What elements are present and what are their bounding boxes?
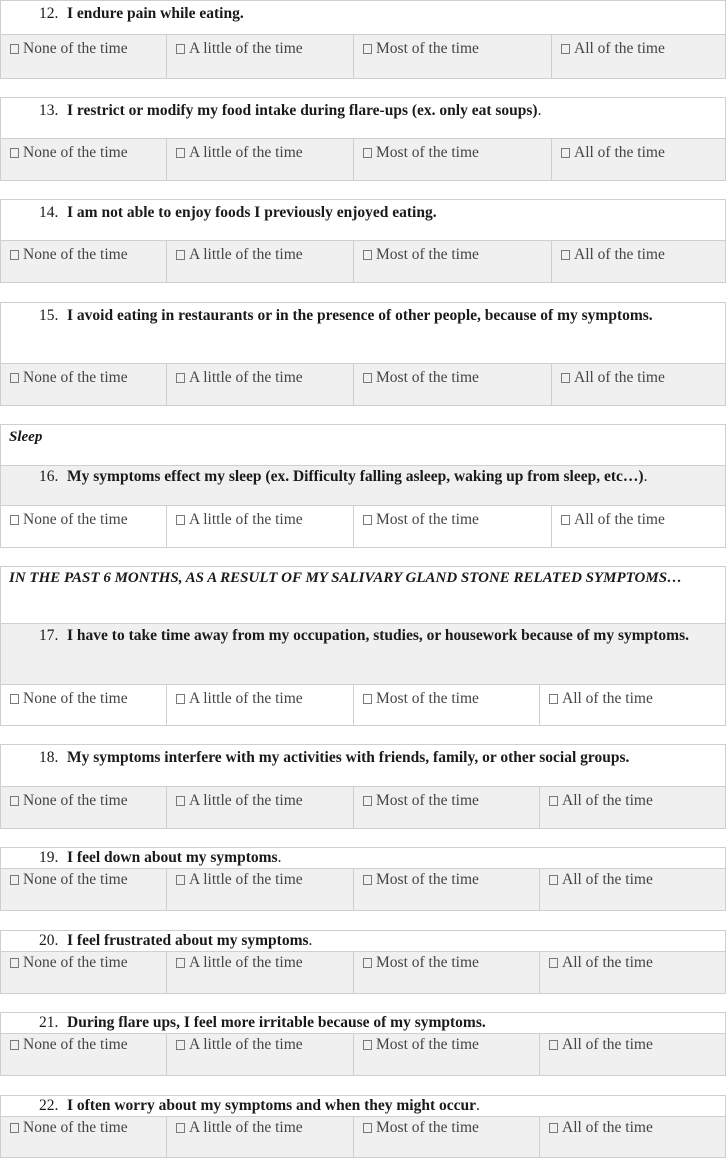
question-21 bbox=[1, 1014, 725, 1032]
checkbox-icon[interactable] bbox=[10, 796, 19, 806]
option-most-of-the-time[interactable]: Most of the time bbox=[353, 952, 539, 993]
question-block-15 bbox=[0, 302, 726, 406]
option-most-of-the-time[interactable]: Most of the time bbox=[353, 506, 551, 547]
checkbox-icon[interactable] bbox=[176, 515, 185, 525]
question-number: 13. bbox=[39, 102, 59, 119]
option-most-of-the-time[interactable]: Most of the time bbox=[353, 787, 539, 828]
checkbox-icon[interactable] bbox=[549, 796, 558, 806]
option-none-of-the-time[interactable]: None of the time bbox=[1, 506, 166, 547]
checkbox-icon[interactable] bbox=[10, 1040, 19, 1050]
question-block-16 bbox=[0, 424, 726, 548]
option-all-of-the-time[interactable]: All of the time bbox=[551, 139, 725, 180]
option-all-of-the-time[interactable]: All of the time bbox=[551, 364, 725, 405]
checkbox-icon[interactable] bbox=[561, 44, 570, 54]
section-heading-sleep: Sleep bbox=[9, 429, 43, 445]
question-number: 22. bbox=[39, 1097, 59, 1114]
checkbox-icon[interactable] bbox=[363, 1123, 372, 1133]
checkbox-icon[interactable] bbox=[10, 958, 19, 968]
option-all-of-the-time[interactable]: All of the time bbox=[551, 241, 725, 282]
option-none-of-the-time[interactable]: None of the time bbox=[1, 364, 166, 405]
question-block-21 bbox=[0, 1012, 726, 1076]
option-most-of-the-time[interactable]: Most of the time bbox=[353, 1034, 539, 1075]
checkbox-icon[interactable] bbox=[10, 694, 19, 704]
checkbox-icon[interactable] bbox=[549, 958, 558, 968]
checkbox-icon[interactable] bbox=[176, 250, 185, 260]
checkbox-icon[interactable] bbox=[176, 1040, 185, 1050]
question-number: 12. bbox=[39, 5, 59, 22]
option-none-of-the-time[interactable]: None of the time bbox=[1, 139, 166, 180]
checkbox-icon[interactable] bbox=[363, 250, 372, 260]
checkbox-icon[interactable] bbox=[10, 44, 19, 54]
question-block-22 bbox=[0, 1095, 726, 1158]
option-none-of-the-time[interactable]: None of the time bbox=[1, 952, 166, 993]
question-text: I often worry about my symptoms and when they might occur bbox=[67, 1097, 477, 1114]
option-a-little-of-the-time[interactable]: A little of the time bbox=[166, 139, 353, 180]
checkbox-icon[interactable] bbox=[176, 875, 185, 885]
question-text: I restrict or modify my food intake during flare-ups (ex. only eat soups) bbox=[67, 102, 538, 119]
checkbox-icon[interactable] bbox=[561, 250, 570, 260]
question-block-18 bbox=[0, 744, 726, 829]
question-number: 17. bbox=[39, 627, 59, 644]
question-number: 21. bbox=[39, 1014, 59, 1031]
option-all-of-the-time[interactable]: All of the time bbox=[551, 35, 725, 78]
question-block-17 bbox=[0, 566, 726, 726]
question-19: 19. I feel down about my symptoms. bbox=[39, 849, 282, 866]
checkbox-icon[interactable] bbox=[10, 250, 19, 260]
option-all-of-the-time[interactable]: All of the time bbox=[551, 506, 725, 547]
question-number: 14. bbox=[39, 204, 59, 221]
option-none-of-the-time[interactable]: None of the time bbox=[1, 1034, 166, 1075]
checkbox-icon[interactable] bbox=[363, 515, 372, 525]
question-text: I endure pain while eating. bbox=[67, 5, 244, 22]
question-16: 16. My symptoms effect my sleep (ex. Difficulty falling asleep, waking up from sleep, etc…). bbox=[39, 468, 648, 485]
question-block-19 bbox=[0, 847, 726, 911]
question-text: I am not able to enjoy foods I previously enjoyed eating. bbox=[67, 204, 437, 221]
question-text: I feel down about my symptoms bbox=[67, 849, 278, 866]
checkbox-icon[interactable] bbox=[10, 875, 19, 885]
option-most-of-the-time[interactable]: Most of the time bbox=[353, 35, 551, 78]
question-text: I avoid eating in restaurants or in the presence of other people, because of my symptoms. bbox=[67, 307, 653, 324]
checkbox-icon[interactable] bbox=[549, 1040, 558, 1050]
checkbox-icon[interactable] bbox=[176, 44, 185, 54]
option-most-of-the-time[interactable]: Most of the time bbox=[353, 364, 551, 405]
checkbox-icon[interactable] bbox=[176, 373, 185, 383]
question-text: My symptoms effect my sleep (ex. Difficulty falling asleep, waking up from sleep, etc…) bbox=[67, 468, 644, 485]
option-most-of-the-time[interactable]: Most of the time bbox=[353, 241, 551, 282]
option-a-little-of-the-time[interactable]: A little of the time bbox=[166, 35, 353, 78]
question-22: 22. I often worry about my symptoms and when they might occur. bbox=[39, 1097, 480, 1114]
option-a-little-of-the-time[interactable]: A little of the time bbox=[166, 685, 353, 725]
question-text: My symptoms interfere with my activities with friends, family, or other social groups. bbox=[67, 749, 630, 766]
checkbox-icon[interactable] bbox=[561, 148, 570, 158]
question-number: 19. bbox=[39, 849, 59, 866]
question-20: 20. I feel frustrated about my symptoms. bbox=[39, 932, 313, 949]
option-a-little-of-the-time[interactable]: A little of the time bbox=[166, 1117, 353, 1157]
option-all-of-the-time[interactable]: All of the time bbox=[539, 685, 725, 725]
question-text: I feel frustrated about my symptoms bbox=[67, 932, 309, 949]
question-13: 13. I restrict or modify my food intake during flare-ups (ex. only eat soups). bbox=[39, 102, 542, 119]
checkbox-icon[interactable] bbox=[363, 694, 372, 704]
option-a-little-of-the-time[interactable]: A little of the time bbox=[166, 241, 353, 282]
option-a-little-of-the-time[interactable]: A little of the time bbox=[166, 1034, 353, 1075]
question-text: During flare ups, I feel more irritable because of my symptoms. bbox=[67, 1014, 486, 1031]
question-block-13 bbox=[0, 97, 726, 181]
section-heading-past-6-months: IN THE PAST 6 MONTHS, AS A RESULT OF MY SALIVARY GLAND STONE RELATED SYMPTOMS… bbox=[9, 570, 683, 586]
checkbox-icon[interactable] bbox=[176, 148, 185, 158]
question-text: I have to take time away from my occupation, studies, or housework because of my symptoms. bbox=[67, 627, 689, 644]
option-a-little-of-the-time[interactable]: A little of the time bbox=[166, 364, 353, 405]
checkbox-icon[interactable] bbox=[549, 1123, 558, 1133]
option-most-of-the-time[interactable]: Most of the time bbox=[353, 685, 539, 725]
option-none-of-the-time[interactable]: None of the time bbox=[1, 787, 166, 828]
option-most-of-the-time[interactable]: Most of the time bbox=[353, 869, 539, 910]
option-most-of-the-time[interactable]: Most of the time bbox=[353, 1117, 539, 1157]
option-all-of-the-time[interactable]: All of the time bbox=[539, 952, 725, 993]
question-block-20 bbox=[0, 930, 726, 994]
option-most-of-the-time[interactable]: Most of the time bbox=[353, 139, 551, 180]
checkbox-icon[interactable] bbox=[176, 958, 185, 968]
option-none-of-the-time[interactable]: None of the time bbox=[1, 869, 166, 910]
question-12 bbox=[1, 4, 725, 24]
checkbox-icon[interactable] bbox=[363, 373, 372, 383]
checkbox-icon[interactable] bbox=[561, 373, 570, 383]
question-block-14 bbox=[0, 199, 726, 283]
checkbox-icon[interactable] bbox=[363, 958, 372, 968]
question-15 bbox=[1, 306, 725, 326]
option-none-of-the-time[interactable]: None of the time bbox=[1, 241, 166, 282]
checkbox-icon[interactable] bbox=[363, 796, 372, 806]
checkbox-icon[interactable] bbox=[363, 875, 372, 885]
question-number: 18. bbox=[39, 749, 59, 766]
option-none-of-the-time[interactable]: None of the time bbox=[1, 35, 166, 78]
option-a-little-of-the-time[interactable]: A little of the time bbox=[166, 952, 353, 993]
checkbox-icon[interactable] bbox=[10, 373, 19, 383]
checkbox-icon[interactable] bbox=[176, 1123, 185, 1133]
checkbox-icon[interactable] bbox=[176, 694, 185, 704]
question-block-12 bbox=[0, 0, 726, 79]
checkbox-icon[interactable] bbox=[176, 796, 185, 806]
question-number: 20. bbox=[39, 932, 59, 949]
checkbox-icon[interactable] bbox=[363, 44, 372, 54]
option-a-little-of-the-time[interactable]: A little of the time bbox=[166, 506, 353, 547]
checkbox-icon[interactable] bbox=[10, 148, 19, 158]
checkbox-icon[interactable] bbox=[363, 148, 372, 158]
question-number: 16. bbox=[39, 468, 59, 485]
question-18 bbox=[1, 748, 725, 768]
checkbox-icon[interactable] bbox=[549, 875, 558, 885]
question-14 bbox=[1, 203, 725, 223]
option-a-little-of-the-time[interactable]: A little of the time bbox=[166, 787, 353, 828]
checkbox-icon[interactable] bbox=[10, 1123, 19, 1133]
checkbox-icon[interactable] bbox=[363, 1040, 372, 1050]
question-17 bbox=[1, 626, 725, 646]
question-number: 15. bbox=[39, 307, 59, 324]
option-all-of-the-time[interactable]: All of the time bbox=[539, 787, 725, 828]
checkbox-icon[interactable] bbox=[10, 515, 19, 525]
option-all-of-the-time[interactable]: All of the time bbox=[539, 869, 725, 910]
option-none-of-the-time[interactable]: None of the time bbox=[1, 1117, 166, 1157]
option-a-little-of-the-time[interactable]: A little of the time bbox=[166, 869, 353, 910]
option-none-of-the-time[interactable]: None of the time bbox=[1, 685, 166, 725]
option-all-of-the-time[interactable]: All of the time bbox=[539, 1034, 725, 1075]
checkbox-icon[interactable] bbox=[549, 694, 558, 704]
checkbox-icon[interactable] bbox=[561, 515, 570, 525]
option-all-of-the-time[interactable]: All of the time bbox=[539, 1117, 725, 1157]
